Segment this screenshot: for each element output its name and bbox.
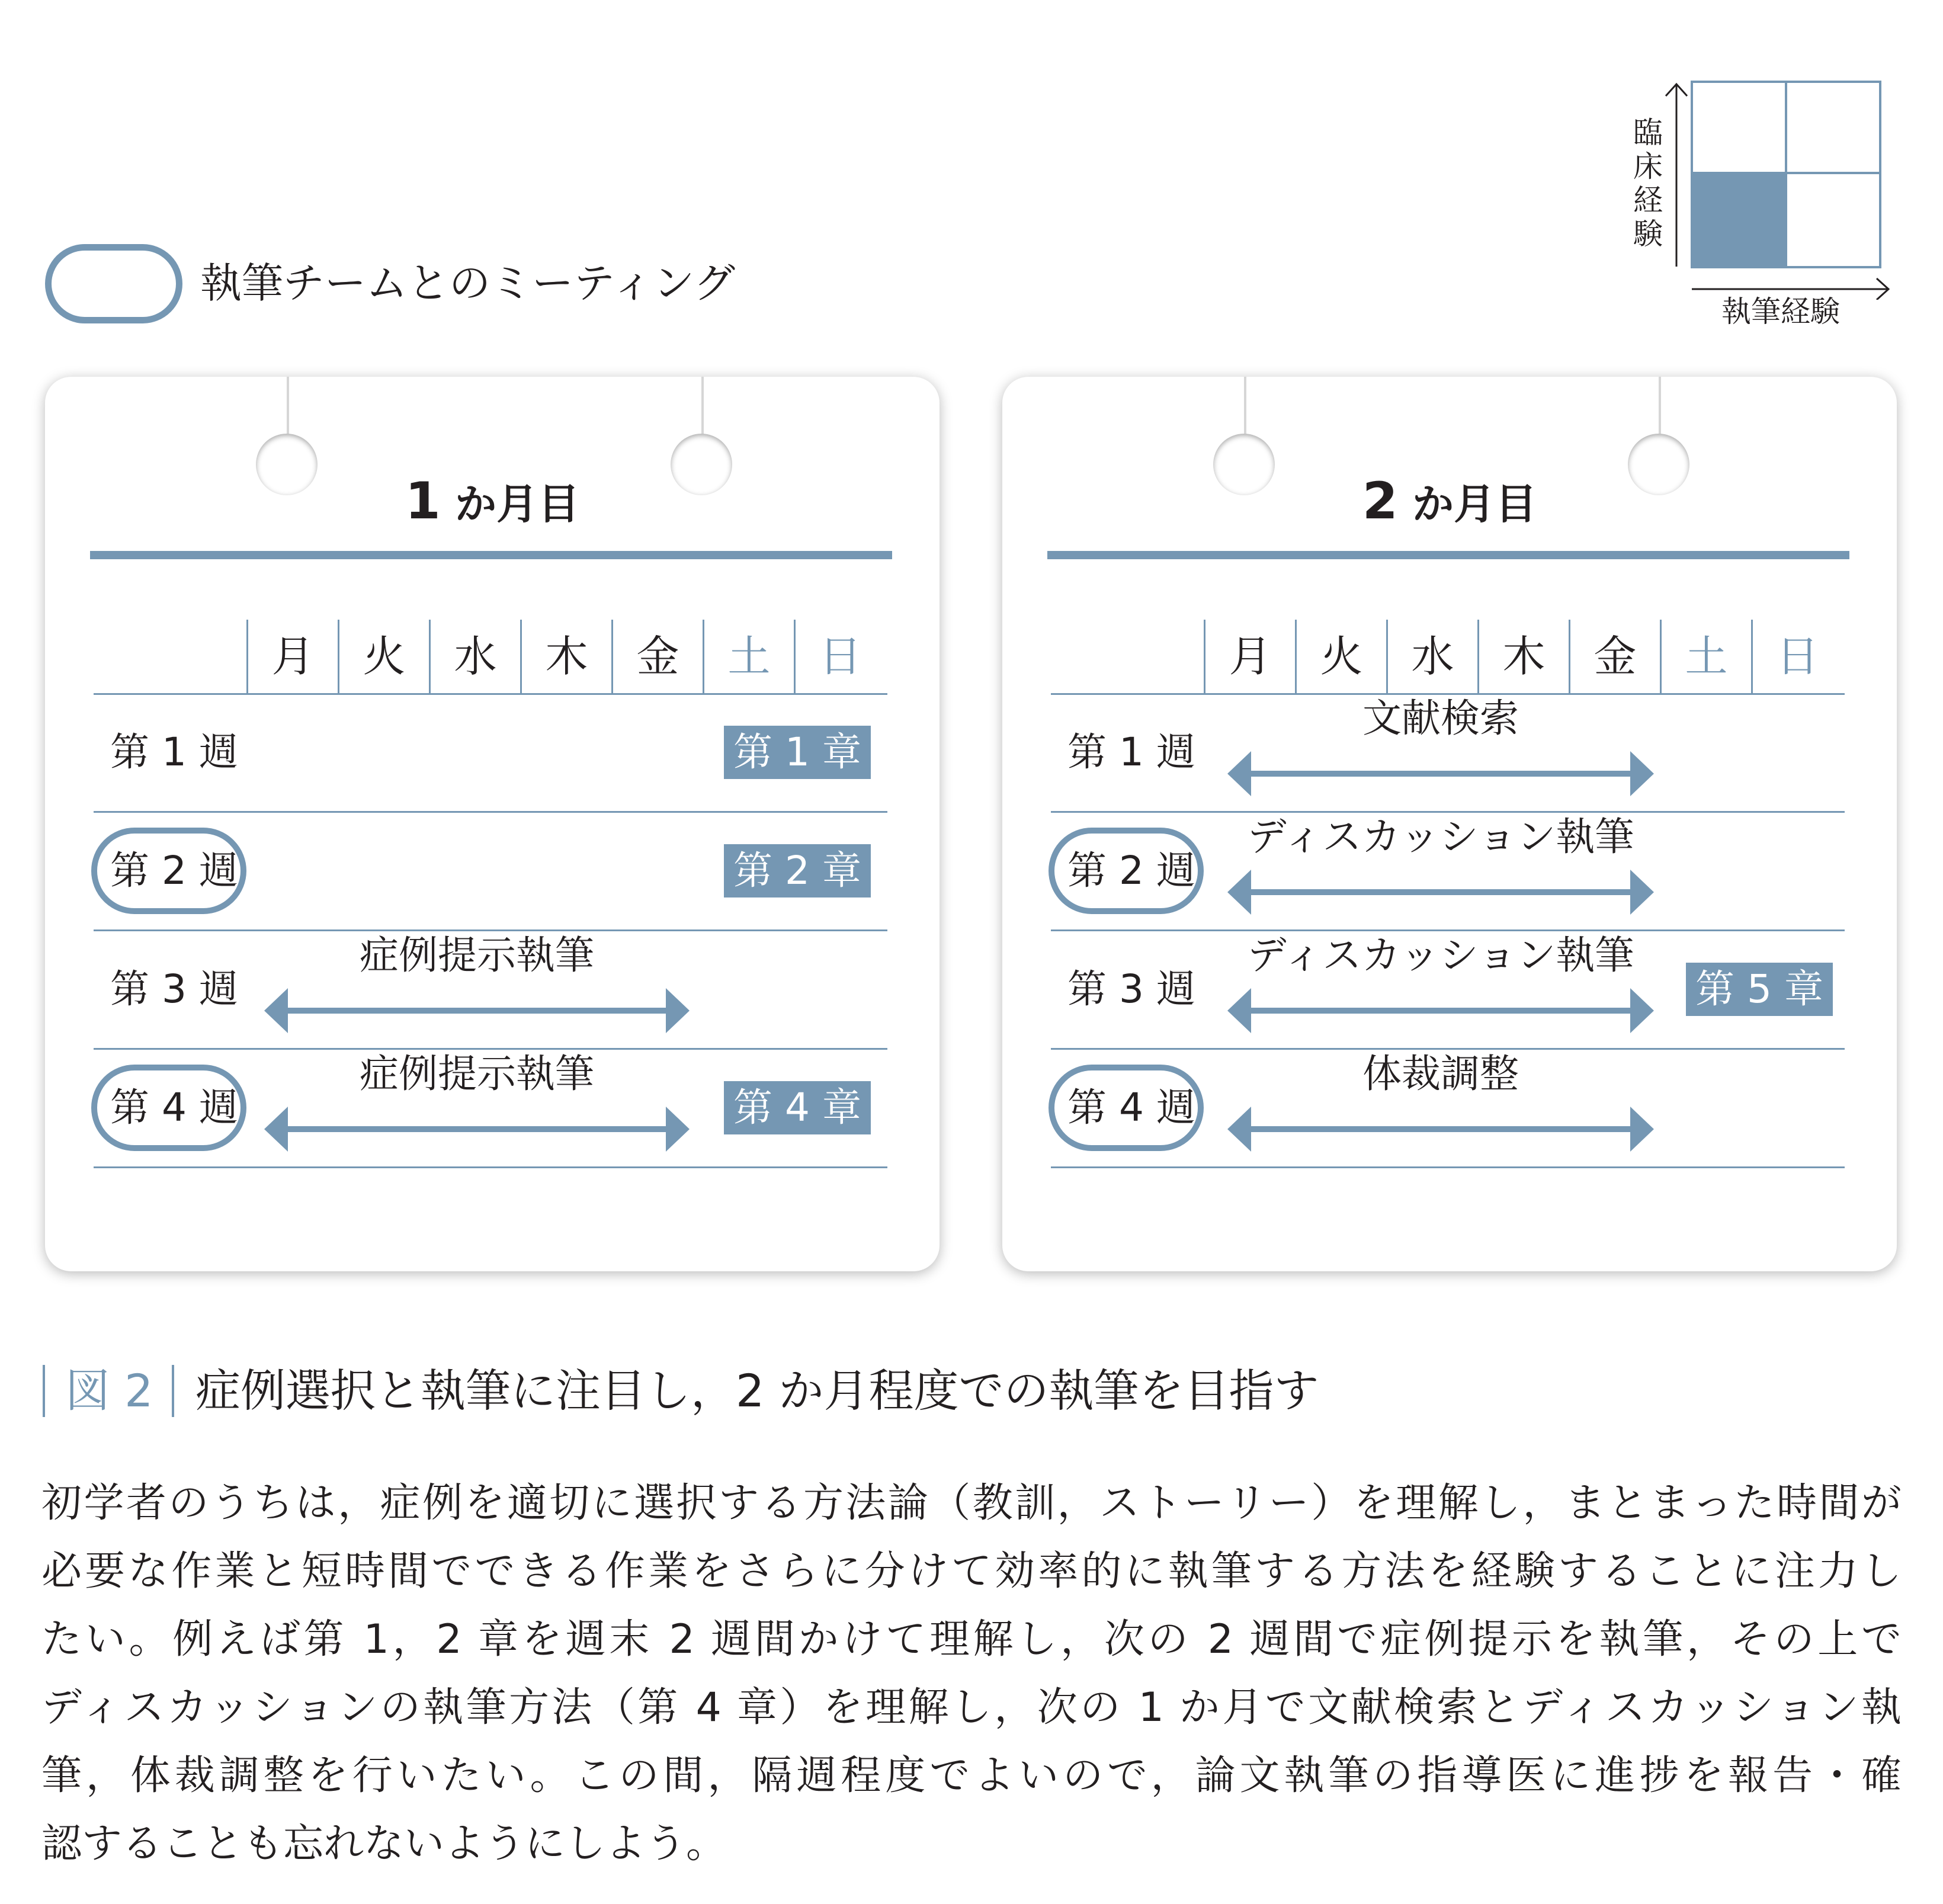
chapter-badge: 第 2 章 [724,844,871,897]
month-title: 1 か月目 [405,472,580,531]
body-line: 初学者のうちは，症例を適切に選択する方法論（教訓，ストーリー）を理解し，まとまった時間が [41,1480,1902,1527]
week-label: 第 2 週 [110,848,238,893]
week-label: 第 3 週 [110,966,238,1012]
day-header: 木 [1477,620,1569,693]
day-header: 金 [1569,620,1660,693]
body-line: ディスカッションの執筆方法（第 4 章）を理解し，次の 1 か月で文献検索とディスカッション執 [41,1684,1902,1731]
figure-number: 図 2 [65,1364,153,1417]
week-label: 第 3 週 [1067,966,1195,1012]
quadrant-y-label: 臨床経験 [1633,116,1663,251]
task-span-arrow [1227,750,1654,797]
quadrant-x-label: 執筆経験 [1721,294,1840,329]
meeting-legend-label: 執筆チームとのミーティング [200,259,735,307]
task-label: 体裁調整 [1362,1051,1519,1097]
week-label: 第 4 週 [1067,1085,1195,1130]
chapter-badge: 第 4 章 [724,1081,871,1134]
task-span-arrow [1227,1105,1654,1153]
day-header: 土 [703,620,794,693]
quadrant-highlight [1692,173,1786,267]
week-label: 第 1 週 [1067,729,1195,775]
task-span-arrow [1227,868,1654,916]
calendar-month-1 [45,377,940,1271]
body-line: 筆，体裁調整を行いたい。この間，隔週程度でよいので，論文執筆の指導医に進捗を報告・確 [41,1752,1902,1799]
day-header: 月 [246,620,338,693]
task-label: 文献検索 [1362,695,1519,741]
task-span-arrow [264,987,690,1034]
task-label: ディスカッション執筆 [1247,814,1634,860]
week-label: 第 1 週 [110,729,238,775]
task-span-arrow [1227,987,1654,1034]
body-line: たい。例えば第 1，2 章を週末 2 週間かけて理解し，次の 2 週間で症例提示を執筆，その上で [41,1616,1902,1663]
chapter-badge: 第 1 章 [724,726,871,779]
task-span-arrow [264,1105,690,1153]
day-header: 月 [1204,620,1295,693]
day-header: 火 [338,620,429,693]
chapter-badge: 第 5 章 [1686,963,1833,1016]
week-label: 第 2 週 [1067,848,1195,893]
week-label: 第 4 週 [110,1085,238,1130]
task-label: 症例提示執筆 [360,932,594,978]
body-line: 認することも忘れないようにしよう。 [41,1820,727,1867]
figure-title: 症例選択と執筆に注目し，2 か月程度での執筆を目指す [195,1364,1319,1417]
meeting-legend-ring [45,244,182,323]
day-header: 火 [1295,620,1386,693]
body-line: 必要な作業と短時間でできる作業をさらに分けて効率的に執筆する方法を経験することに注力し [41,1548,1902,1595]
day-header: 木 [520,620,611,693]
task-label: ディスカッション執筆 [1247,932,1634,978]
day-header: 日 [1751,620,1842,693]
quadrant-diagram [1659,75,1907,300]
day-header: 金 [611,620,703,693]
day-header: 水 [1386,620,1477,693]
day-header: 日 [794,620,885,693]
task-label: 症例提示執筆 [360,1051,594,1097]
day-header: 水 [429,620,520,693]
day-header: 土 [1660,620,1751,693]
month-title: 2 か月目 [1362,472,1537,531]
body-paragraph [41,1469,1902,1878]
calendar-month-2 [1002,377,1897,1271]
